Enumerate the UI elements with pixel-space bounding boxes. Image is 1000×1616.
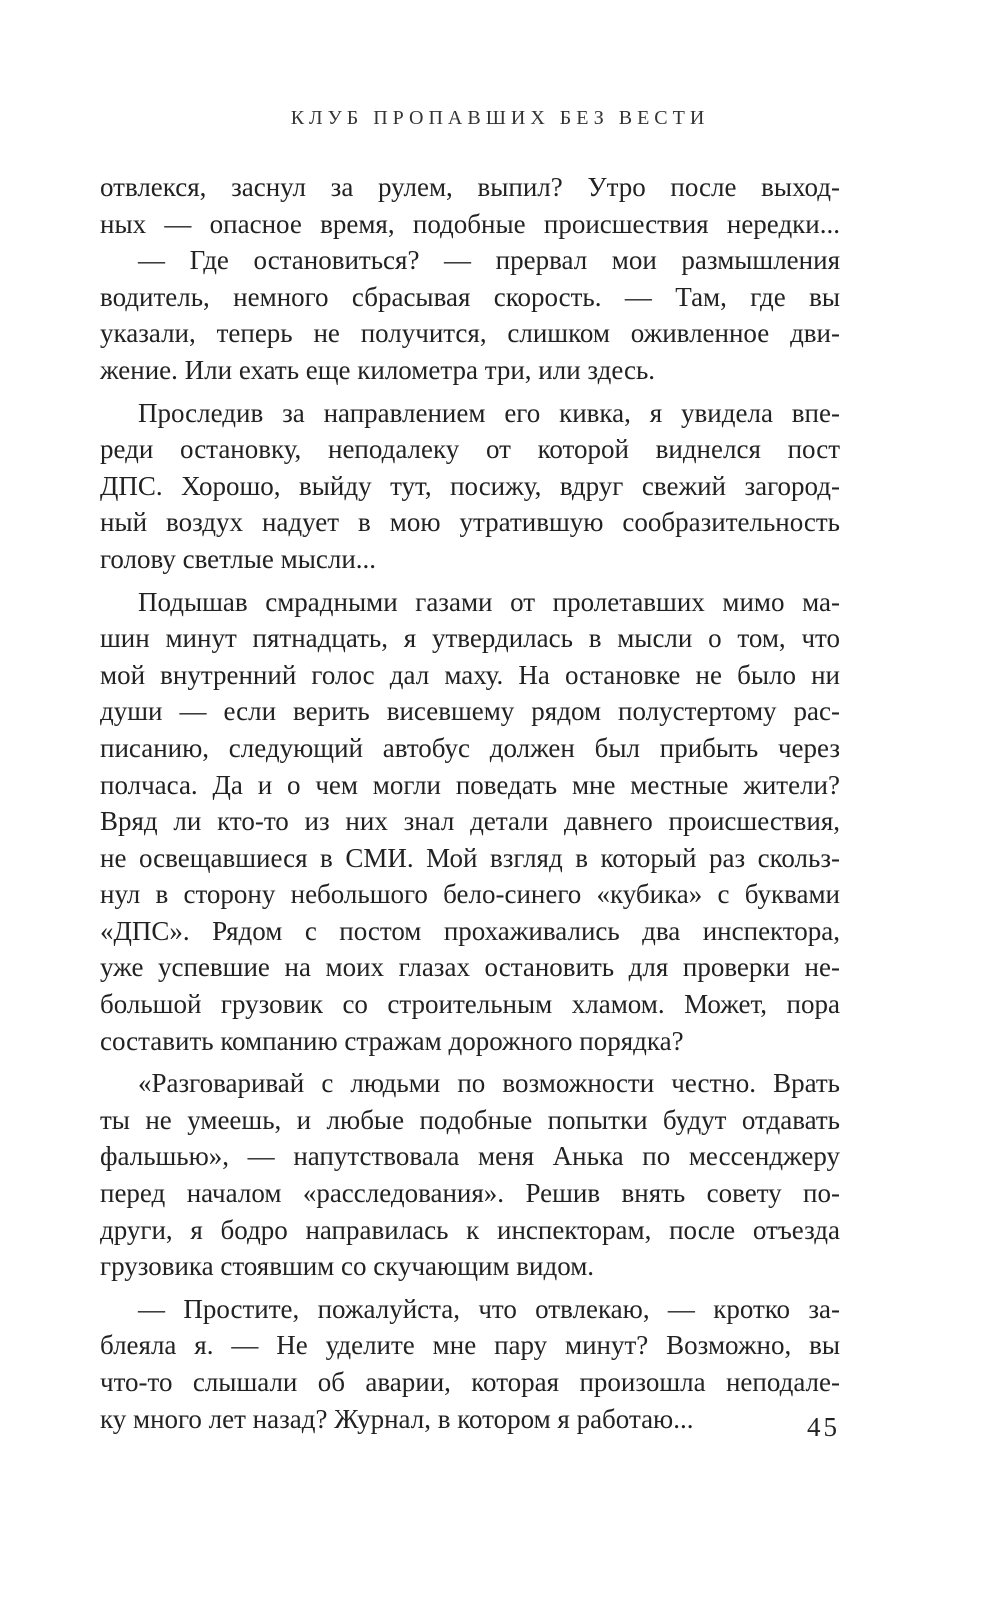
page-number: 45 bbox=[807, 1412, 840, 1442]
text-line: мой внутренний голос дал маху. На остановке не было ни bbox=[100, 659, 840, 690]
text-line: Проследив за направлением его кивка, я увидела впе- bbox=[138, 397, 840, 428]
text-line: писанию, следующий автобус должен был прибыть через bbox=[100, 732, 840, 763]
text-line: блеяла я. — Не уделите мне пару минут? Возможно, вы bbox=[100, 1330, 840, 1361]
text-line: — Где остановиться? — прервал мои размышления bbox=[138, 245, 840, 276]
text-line: указали, теперь не получится, слишком оживленное дви- bbox=[100, 318, 840, 349]
text-line: ный воздух надует в мою утратившую сообразительность bbox=[100, 507, 840, 538]
text-line: «Разговаривай с людьми по возможности честно. Врать bbox=[138, 1068, 840, 1099]
text-line: полчаса. Да и о чем могли поведать мне местные жители? bbox=[100, 769, 840, 800]
text-line: ку много лет назад? Журнал, в котором я работаю... bbox=[100, 1403, 694, 1434]
text-line: шин минут пятнадцать, я утвердилась в мысли о том, что bbox=[100, 623, 840, 654]
text-line: реди остановку, неподалеку от которой виднелся пост bbox=[100, 434, 840, 465]
text-line: составить компанию стражам дорожного порядка? bbox=[100, 1025, 684, 1056]
text-line: нул в сторону небольшого бело-синего «кубика» с буквами bbox=[100, 879, 840, 910]
text-line: большой грузовик со строительным хламом. Может, пора bbox=[100, 989, 840, 1020]
text-line: Вряд ли кто-то из них знал детали давнего происшествия, bbox=[100, 806, 840, 837]
text-line: души — если верить висевшему рядом полустертому рас- bbox=[100, 696, 840, 727]
text-line: голову светлые мысли... bbox=[100, 543, 377, 574]
text-line: отвлекся, заснул за рулем, выпил? Утро после выход- bbox=[100, 172, 840, 202]
text-line: водитель, немного сбрасывая скорость. — Там, где вы bbox=[100, 281, 840, 312]
running-head: КЛУБ ПРОПАВШИХ БЕЗ ВЕСТИ bbox=[290, 107, 710, 129]
text-line: грузовика стоявшим со скучающим видом. bbox=[100, 1251, 595, 1282]
body-text bbox=[100, 169, 840, 1437]
text-line: — Простите, пожалуйста, что отвлекаю, — кротко за- bbox=[138, 1293, 840, 1324]
text-line: ДПС. Хорошо, выйду тут, посижу, вдруг свежий загород- bbox=[100, 470, 840, 501]
text-line: что-то слышали об аварии, которая произошла неподале- bbox=[100, 1367, 840, 1397]
text-line: фальшью», — напутствовала меня Анька по мессенджеру bbox=[100, 1141, 840, 1172]
text-line: Подышав смрадными газами от пролетавших мимо ма- bbox=[138, 586, 840, 617]
text-line: «ДПС». Рядом с постом прохаживались два инспектора, bbox=[100, 915, 840, 946]
text-line: жение. Или ехать еще километра три, или здесь. bbox=[100, 354, 656, 385]
text-line: не освещавшиеся в СМИ. Мой взгляд в который раз скольз- bbox=[100, 842, 840, 873]
text-line: други, я бодро направилась к инспекторам, после отъезда bbox=[100, 1214, 840, 1245]
text-line: ты не умеешь, и любые подобные попытки будут отдавать bbox=[100, 1104, 840, 1135]
text-line: ных — опасное время, подобные происшествия нередки... bbox=[100, 208, 840, 239]
text-line: перед началом «расследования». Решив внять совету по- bbox=[100, 1178, 840, 1209]
text-line: уже успевшие на моих глазах остановить для проверки не- bbox=[100, 952, 840, 983]
